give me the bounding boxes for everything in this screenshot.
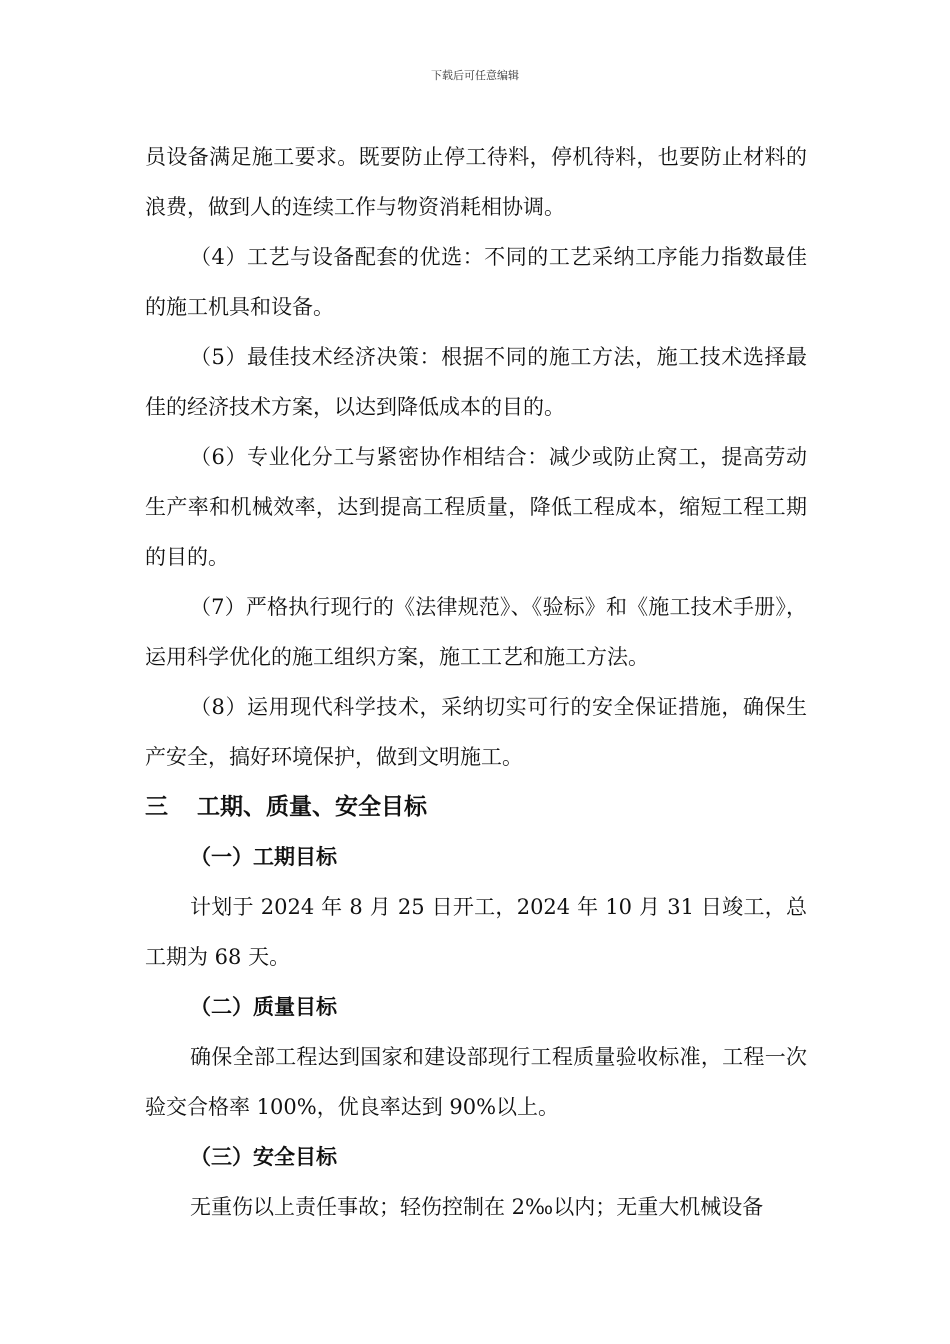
paragraph-continuation: 员设备满足施工要求。既要防止停工待料，停机待料，也要防止材料的浪费，做到人的连续工作与物资消耗相协调。 <box>145 145 807 219</box>
paragraph-quality-goal: 确保全部工程达到国家和建设部现行工程质量验收标准，工程一次验交合格率 100%，优良率达到 90%以上。 <box>145 1045 807 1119</box>
paragraph-safety-goal: 无重伤以上责任事故；轻伤控制在 2‰以内；无重大机械设备 <box>190 1195 764 1219</box>
section-number: 三 <box>145 794 168 820</box>
paragraph-item-5: （5）最佳技术经济决策：根据不同的施工方法，施工技术选择最佳的经济技术方案，以达到降低成本的目的。 <box>145 345 807 419</box>
paragraph-item-8: （8）运用现代科学技术，采纳切实可行的安全保证措施，确保生产安全，搞好环境保护，做到文明施工。 <box>145 695 807 769</box>
paragraph-item-4: （4）工艺与设备配套的优选：不同的工艺采纳工序能力指数最佳的施工机具和设备。 <box>145 245 807 319</box>
paragraph-item-6: （6）专业化分工与紧密协作相结合：减少或防止窝工，提高劳动生产率和机械效率，达到提高工程质量，降低工程成本，缩短工程工期的目的。 <box>145 445 807 569</box>
subsection-heading-quality: （二）质量目标 <box>190 995 337 1019</box>
subsection-heading-schedule: （一）工期目标 <box>190 845 337 869</box>
document-body <box>145 132 807 1232</box>
section-heading <box>145 782 807 832</box>
paragraph-schedule-goal: 计划于 2024 年 8 月 25 日开工，2024 年 10 月 31 日竣工，总工期为 68 天。 <box>145 895 807 969</box>
paragraph-item-7: （7）严格执行现行的《法律规范》、《验标》和《施工技术手册》，运用科学优化的施工组织方案，施工工艺和施工方法。 <box>145 595 807 669</box>
page-header: 下载后可任意编辑 <box>431 69 519 82</box>
section-title: 工期、质量、安全目标 <box>197 794 427 820</box>
subsection-heading-safety: （三）安全目标 <box>190 1145 337 1169</box>
